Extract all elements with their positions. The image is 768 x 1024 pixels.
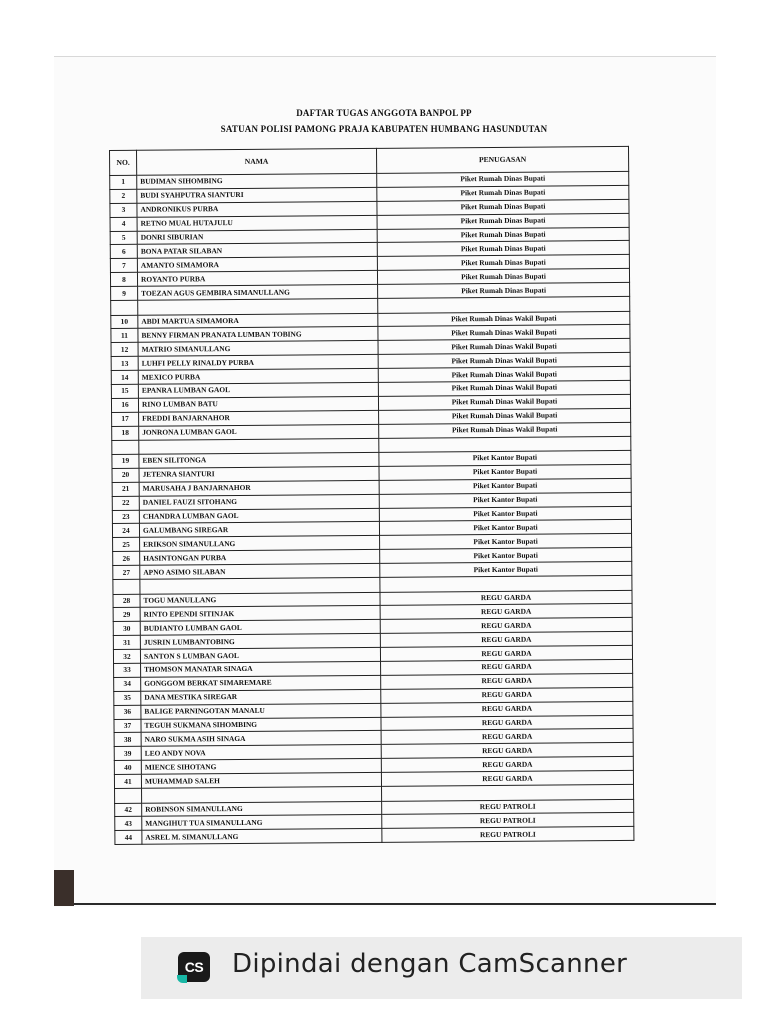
cell-nama: DONRI SIBURIAN (137, 229, 377, 245)
cell-penugasan: Piket Rumah Dinas Bupati (377, 241, 629, 257)
cell-penugasan: Piket Kantor Bupati (380, 534, 632, 550)
cell-no: 26 (113, 552, 140, 566)
cell-nama: MEXICO PURBA (138, 368, 378, 384)
cell-nama: TOGU MANULLANG (140, 592, 380, 608)
camscanner-badge (141, 937, 742, 999)
cell-penugasan: Piket Rumah Dinas Bupati (377, 269, 629, 285)
cell-no: 11 (111, 329, 138, 343)
cell-penugasan: Piket Kantor Bupati (380, 562, 632, 578)
cell-no: 20 (112, 468, 139, 482)
cell-no: 39 (114, 747, 141, 761)
cell-nama: ANDRONIKUS PURBA (137, 201, 377, 217)
cell-nama: BALIGE PARNINGOTAN MANALU (141, 703, 381, 719)
camscanner-logo-icon: CS (178, 952, 210, 982)
cell-penugasan: Piket Rumah Dinas Bupati (377, 213, 629, 229)
cell-nama: HASINTONGAN PURBA (140, 550, 380, 566)
cell-no: 5 (110, 231, 137, 245)
cell-no: 34 (114, 677, 141, 691)
cell-nama: MUHAMMAD SALEH (141, 773, 381, 789)
paper-bottom-edge (74, 903, 716, 905)
cell-nama: ROBINSON SIMANULLANG (142, 801, 382, 817)
cell-no: 25 (113, 538, 140, 552)
cell-nama: BUDIANTO LUMBAN GAOL (140, 620, 380, 636)
cell-nama: SANTON S LUMBAN GAOL (140, 647, 380, 663)
cell-no: 14 (111, 370, 138, 384)
cell-no: 6 (110, 245, 137, 259)
cell-nama: RINO LUMBAN BATU (138, 396, 378, 412)
cell-nama: ERIKSON SIMANULLANG (140, 536, 380, 552)
cell-nama: ROYANTO PURBA (137, 271, 377, 287)
cell-no: 33 (114, 663, 141, 677)
cell-nama: DANA MESTIKA SIREGAR (141, 689, 381, 705)
cell-penugasan: REGU GARDA (380, 618, 632, 634)
cell-no: 2 (110, 189, 137, 203)
cell-no: 44 (115, 831, 142, 845)
cell-penugasan: Piket Kantor Bupati (380, 548, 632, 564)
cell-penugasan: REGU GARDA (381, 757, 633, 773)
cell-no: 42 (115, 803, 142, 817)
cell-nama: EBEN SILITONGA (139, 452, 379, 468)
cell-penugasan: REGU PATROLI (382, 799, 634, 815)
cell-penugasan: Piket Rumah Dinas Wakil Bupati (378, 339, 630, 355)
cell-penugasan: REGU GARDA (380, 590, 632, 606)
cell-nama: ABDI MARTUA SIMAMORA (138, 313, 378, 329)
cell-nama: TEGUH SUKMANA SIHOMBING (141, 717, 381, 733)
cell-no: 4 (110, 217, 137, 231)
cell-penugasan: REGU GARDA (380, 646, 632, 662)
cell-no: 30 (113, 622, 140, 636)
table-body (110, 171, 634, 844)
cell-penugasan: Piket Rumah Dinas Bupati (377, 255, 629, 271)
cell-no: 21 (112, 482, 139, 496)
cell-nama: MANGIHUT TUA SIMANULLANG (142, 815, 382, 831)
cell-no: 29 (113, 608, 140, 622)
column-header-nama: NAMA (137, 148, 377, 175)
cell-no: 13 (111, 356, 138, 370)
cell-penugasan: Piket Kantor Bupati (379, 520, 631, 536)
cell-no: 16 (111, 398, 138, 412)
cell-penugasan: Piket Rumah Dinas Wakil Bupati (378, 311, 630, 327)
cell-nama: TOEZAN AGUS GEMBIRA SIMANULLANG (138, 285, 378, 301)
cell-nama: EPANRA LUMBAN GAOL (138, 382, 378, 398)
cell-penugasan: Piket Kantor Bupati (379, 506, 631, 522)
cell-penugasan: Piket Kantor Bupati (379, 450, 631, 466)
cell-penugasan: REGU GARDA (380, 604, 632, 620)
cell-penugasan: Piket Rumah Dinas Bupati (377, 199, 629, 215)
cell-nama: GONGGOM BERKAT SIMAREMARE (141, 675, 381, 691)
empty-cell (115, 788, 142, 803)
cell-no: 43 (115, 817, 142, 831)
cell-penugasan: Piket Rumah Dinas Bupati (377, 227, 629, 243)
cell-penugasan: REGU GARDA (381, 701, 633, 717)
document-title: DAFTAR TUGAS ANGGOTA BANPOL PP (296, 108, 472, 118)
cell-no: 17 (112, 412, 139, 426)
cell-penugasan: Piket Rumah Dinas Wakil Bupati (378, 380, 630, 396)
cell-nama: JUSRIN LUMBANTOBING (140, 634, 380, 650)
cell-no: 8 (110, 273, 137, 287)
cell-penugasan: REGU GARDA (380, 632, 632, 648)
duty-roster-table (109, 146, 634, 845)
cell-no: 27 (113, 565, 140, 579)
empty-cell (112, 440, 139, 455)
cell-penugasan: Piket Kantor Bupati (379, 478, 631, 494)
cell-no: 36 (114, 705, 141, 719)
cell-nama: BUDI SYAHPUTRA SIANTURI (137, 187, 377, 203)
cell-no: 38 (114, 733, 141, 747)
cell-no: 15 (111, 384, 138, 398)
cell-nama: ASREL M. SIMANULLANG (142, 829, 382, 845)
cell-penugasan: REGU PATROLI (382, 813, 634, 829)
cell-no: 37 (114, 719, 141, 733)
cell-nama: THOMSON MANATAR SINAGA (141, 661, 381, 677)
cell-nama: RINTO EPENDI SITINJAK (140, 606, 380, 622)
cell-penugasan: Piket Rumah Dinas Wakil Bupati (378, 325, 630, 341)
cell-nama: FREDDI BANJARNAHOR (139, 410, 379, 426)
cell-penugasan: Piket Rumah Dinas Bupati (377, 171, 629, 187)
cell-no: 7 (110, 259, 137, 273)
cell-penugasan: Piket Rumah Dinas Bupati (378, 283, 630, 299)
cell-no: 41 (114, 774, 141, 788)
empty-cell (111, 300, 138, 315)
cell-no: 22 (112, 496, 139, 510)
cell-nama: NARO SUKMA ASIH SINAGA (141, 731, 381, 747)
cell-penugasan: REGU GARDA (381, 687, 633, 703)
cell-penugasan: REGU GARDA (381, 673, 633, 689)
cell-no: 18 (112, 426, 139, 440)
cell-nama: BONA PATAR SILABAN (137, 243, 377, 259)
cell-nama: MATRIO SIMANULLANG (138, 341, 378, 357)
cell-nama: GALUMBANG SIREGAR (139, 522, 379, 538)
paper-shadow-edge (54, 870, 74, 906)
camscanner-label: Dipindai dengan CamScanner (232, 949, 628, 979)
column-header-penugasan: PENUGASAN (376, 146, 628, 173)
cell-penugasan: Piket Rumah Dinas Wakil Bupati (379, 408, 631, 424)
cell-no: 9 (111, 286, 138, 300)
cell-penugasan: REGU PATROLI (382, 827, 634, 843)
cell-penugasan: Piket Rumah Dinas Wakil Bupati (378, 394, 630, 410)
cell-no: 28 (113, 594, 140, 608)
cell-nama: BUDIMAN SIHOMBING (137, 173, 377, 189)
cell-nama: CHANDRA LUMBAN GAOL (139, 508, 379, 524)
cell-penugasan: REGU GARDA (381, 771, 633, 787)
cell-nama: RETNO MUAL HUTAJULU (137, 215, 377, 231)
cell-no: 10 (111, 315, 138, 329)
cell-nama: LUHFI PELLY RINALDY PURBA (138, 355, 378, 371)
cell-no: 23 (112, 510, 139, 524)
cell-penugasan: Piket Rumah Dinas Wakil Bupati (378, 353, 630, 369)
cell-penugasan: REGU GARDA (381, 729, 633, 745)
column-header-no: NO. (110, 150, 137, 175)
cell-penugasan: REGU GARDA (381, 659, 633, 675)
cell-nama: AMANTO SIMAMORA (137, 257, 377, 273)
cell-penugasan: Piket Rumah Dinas Wakil Bupati (378, 366, 630, 382)
cell-penugasan: Piket Kantor Bupati (379, 492, 631, 508)
cell-no: 1 (110, 175, 137, 189)
cell-no: 35 (114, 691, 141, 705)
cell-nama: APNO ASIMO SILABAN (140, 564, 380, 580)
cell-no: 3 (110, 203, 137, 217)
cell-no: 12 (111, 343, 138, 357)
cell-nama: DANIEL FAUZI SITOHANG (139, 494, 379, 510)
cell-penugasan: Piket Rumah Dinas Wakil Bupati (379, 422, 631, 438)
cell-nama: JETENRA SIANTURI (139, 466, 379, 482)
empty-cell (113, 579, 140, 594)
cell-nama: LEO ANDY NOVA (141, 745, 381, 761)
cell-nama: JONRONA LUMBAN GAOL (139, 424, 379, 440)
cell-no: 31 (113, 635, 140, 649)
cell-no: 40 (114, 760, 141, 774)
cell-nama: MARUSAHA J BANJARNAHOR (139, 480, 379, 496)
cell-penugasan: Piket Rumah Dinas Bupati (377, 185, 629, 201)
cell-penugasan: REGU GARDA (381, 715, 633, 731)
cell-nama: BENNY FIRMAN PRANATA LUMBAN TOBING (138, 327, 378, 343)
cell-penugasan: REGU GARDA (381, 743, 633, 759)
cell-no: 32 (113, 649, 140, 663)
cell-no: 24 (112, 524, 139, 538)
cell-no: 19 (112, 454, 139, 468)
document-subtitle: SATUAN POLISI PAMONG PRAJA KABUPATEN HUMBANG HASUNDUTAN (220, 124, 548, 134)
cell-penugasan: Piket Kantor Bupati (379, 464, 631, 480)
cell-nama: MIENCE SIHOTANG (141, 759, 381, 775)
